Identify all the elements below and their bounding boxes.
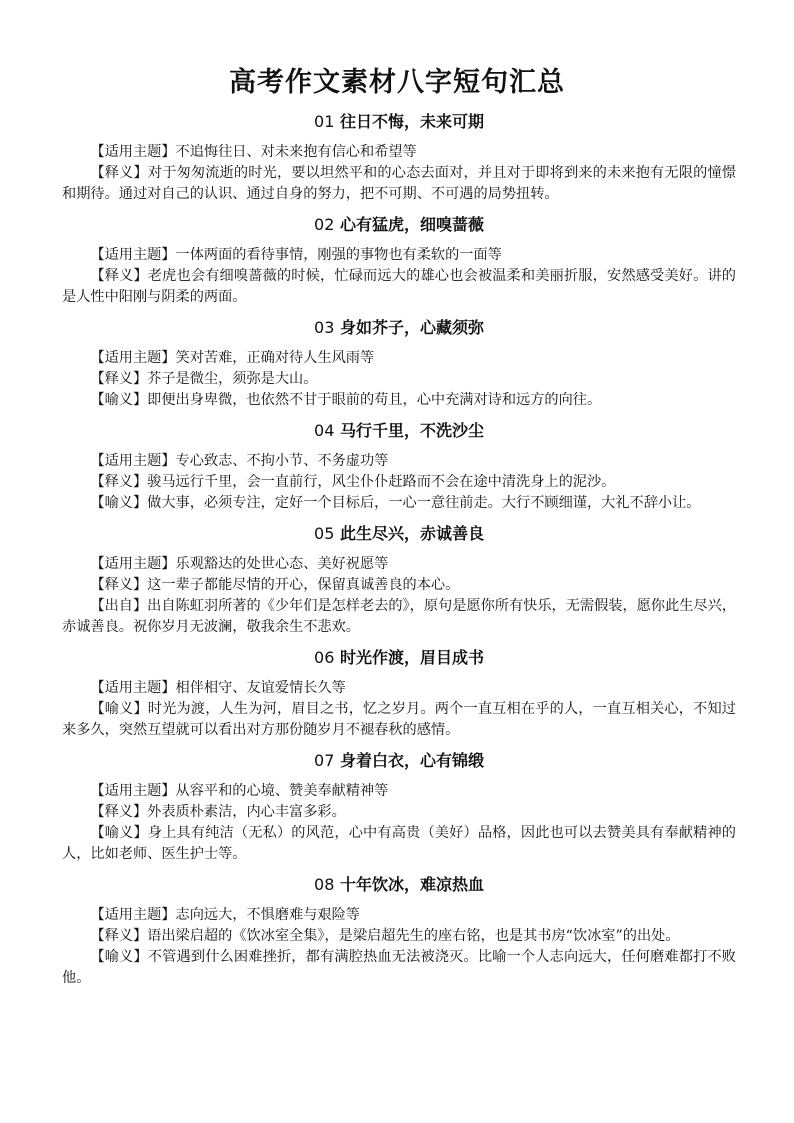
paragraph-text: 专心致志、不拘小节、不务虚功等 (175, 453, 389, 469)
section-gap (62, 205, 736, 213)
paragraph-tag: 【释义】 (90, 928, 148, 944)
section-heading-text: 身着白衣，心有锦缎 (339, 751, 484, 770)
paragraph-tag: 【释义】 (90, 804, 148, 820)
section-paragraph (62, 266, 736, 308)
paragraph-tag: 【出自】 (90, 598, 148, 614)
paragraph-text: 不管遇到什么困难挫折，都有满腔热血无法被浇灭。比喻一个人志向远大，任何磨难都打不败他。 (62, 949, 736, 986)
section-8 (62, 873, 736, 989)
paragraph-text: 时光为渡，人生为河，眉目之书，忆之岁月。两个一直互相在乎的人，一直互相关心，不知过来多久，突然互望就可以看出对方那份随岁月不褪春秋的感情。 (62, 701, 736, 738)
section-heading-text: 心有猛虎，细嗅蔷薇 (339, 215, 484, 234)
section-gap (62, 308, 736, 316)
paragraph-tag: 【释义】 (90, 165, 148, 181)
paragraph-text: 老虎也会有细嗅蔷薇的时候，忙碌而远大的雄心也会被温柔和美丽折服，安然感受美好。讲的是人性中阳刚与阴柔的两面。 (62, 268, 736, 305)
section-paragraph (62, 245, 736, 266)
paragraph-tag: 【喻义】 (90, 495, 148, 511)
section-paragraph (62, 596, 736, 638)
section-number: 05 (314, 524, 335, 543)
section-number: 06 (314, 648, 335, 667)
section-3 (62, 316, 736, 411)
section-paragraph (62, 947, 736, 989)
paragraph-tag: 【喻义】 (90, 701, 148, 717)
paragraph-tag: 【适用主题】 (90, 783, 176, 799)
paragraph-text: 对于匆匆流逝的时光，要以坦然平和的心态去面对，并且对于即将到来的未来抱有无限的憧憬和期待。通过对自己的认识、通过自身的努力，把不可期、不可遇的局势扭转。 (62, 165, 736, 202)
paragraph-tag: 【适用主题】 (90, 680, 176, 696)
paragraph-text: 笑对苦难，正确对待人生风雨等 (175, 350, 375, 366)
section-gap (62, 514, 736, 522)
section-paragraph (62, 493, 736, 514)
section-heading (62, 316, 736, 340)
section-gap (62, 638, 736, 646)
section-number: 07 (314, 751, 335, 770)
paragraph-text: 身上具有纯洁（无私）的风范，心中有高贵（美好）品格，因此也可以去赞美具有奉献精神的人，比如老师、医生护士等。 (62, 825, 736, 862)
section-paragraph (62, 905, 736, 926)
section-paragraph (62, 163, 736, 205)
paragraph-text: 做大事，必须专注，定好一个目标后，一心一意往前走。大行不顾细谨，大礼不辞小让。 (147, 495, 701, 511)
paragraph-text: 从容平和的心境、赞美奉献精神等 (175, 783, 389, 799)
paragraph-text: 语出梁启超的《饮冰室全集》，是梁启超先生的座右铭，也是其书房“饮冰室”的出处。 (147, 928, 680, 944)
paragraph-tag: 【适用主题】 (90, 907, 176, 923)
paragraph-text: 不追悔往日、对未来抱有信心和希望等 (175, 144, 417, 160)
section-1 (62, 110, 736, 205)
section-number: 04 (314, 421, 335, 440)
section-heading (62, 749, 736, 773)
paragraph-tag: 【喻义】 (90, 392, 148, 408)
section-paragraph (62, 451, 736, 472)
paragraph-tag: 【释义】 (90, 268, 148, 284)
section-heading (62, 213, 736, 237)
section-paragraph (62, 823, 736, 865)
section-6 (62, 646, 736, 741)
paragraph-tag: 【释义】 (90, 474, 148, 490)
document-body (62, 110, 736, 989)
section-paragraph (62, 678, 736, 699)
section-paragraph (62, 926, 736, 947)
paragraph-text: 即便出身卑微，也依然不甘于眼前的苟且，心中充满对诗和远方的向往。 (147, 392, 602, 408)
section-gap (62, 865, 736, 873)
paragraph-tag: 【喻义】 (90, 825, 148, 841)
paragraph-text: 外表质朴素洁，内心丰富多彩。 (147, 804, 346, 820)
section-5 (62, 522, 736, 638)
section-number: 01 (314, 112, 335, 131)
section-heading (62, 522, 736, 546)
section-heading-text: 马行千里，不洗沙尘 (339, 421, 484, 440)
section-heading-text: 时光作渡，眉目成书 (339, 648, 484, 667)
section-paragraph (62, 390, 736, 411)
section-paragraph (62, 472, 736, 493)
section-heading-text: 此生尽兴，赤诚善良 (339, 524, 484, 543)
paragraph-text: 这一辈子都能尽情的开心，保留真诚善良的本心。 (147, 577, 460, 593)
section-heading (62, 110, 736, 134)
section-heading-text: 身如芥子，心藏须弥 (339, 318, 484, 337)
paragraph-tag: 【适用主题】 (90, 453, 176, 469)
section-paragraph (62, 142, 736, 163)
paragraph-tag: 【适用主题】 (90, 350, 176, 366)
section-2 (62, 213, 736, 308)
paragraph-text: 芥子是微尘，须弥是大山。 (147, 371, 318, 387)
section-paragraph (62, 348, 736, 369)
section-heading (62, 646, 736, 670)
section-heading-text: 往日不悔，未来可期 (339, 112, 484, 131)
document-title: 高考作文素材八字短句汇总 (229, 67, 565, 98)
paragraph-tag: 【释义】 (90, 371, 148, 387)
paragraph-text: 志向远大，不惧磨难与艰险等 (175, 907, 360, 923)
section-heading (62, 419, 736, 443)
section-number: 03 (314, 318, 335, 337)
paragraph-tag: 【适用主题】 (90, 556, 176, 572)
paragraph-tag: 【喻义】 (90, 949, 148, 965)
paragraph-text: 乐观豁达的处世心态、美好祝愿等 (175, 556, 389, 572)
section-paragraph (62, 802, 736, 823)
section-number: 08 (314, 875, 335, 894)
section-number: 02 (314, 215, 335, 234)
paragraph-text: 一体两面的看待事情，刚强的事物也有柔软的一面等 (175, 247, 502, 263)
paragraph-text: 骏马远行千里，会一直前行，风尘仆仆赶路而不会在途中清洗身上的泥沙。 (147, 474, 616, 490)
paragraph-text: 相伴相守、友谊爱情长久等 (175, 680, 346, 696)
section-heading-text: 十年饮冰，难凉热血 (339, 875, 484, 894)
section-gap (62, 411, 736, 419)
section-paragraph (62, 575, 736, 596)
paragraph-tag: 【适用主题】 (90, 247, 176, 263)
section-7 (62, 749, 736, 865)
section-heading (62, 873, 736, 897)
section-paragraph (62, 369, 736, 390)
section-gap (62, 741, 736, 749)
section-paragraph (62, 554, 736, 575)
section-4 (62, 419, 736, 514)
section-paragraph (62, 699, 736, 741)
section-paragraph (62, 781, 736, 802)
paragraph-tag: 【释义】 (90, 577, 148, 593)
paragraph-text: 出自陈虹羽所著的《少年们是怎样老去的》，原句是愿你所有快乐，无需假装，愿你此生尽兴，赤诚善良。祝你岁月无波澜，敬我余生不悲欢。 (62, 598, 736, 635)
paragraph-tag: 【适用主题】 (90, 144, 176, 160)
